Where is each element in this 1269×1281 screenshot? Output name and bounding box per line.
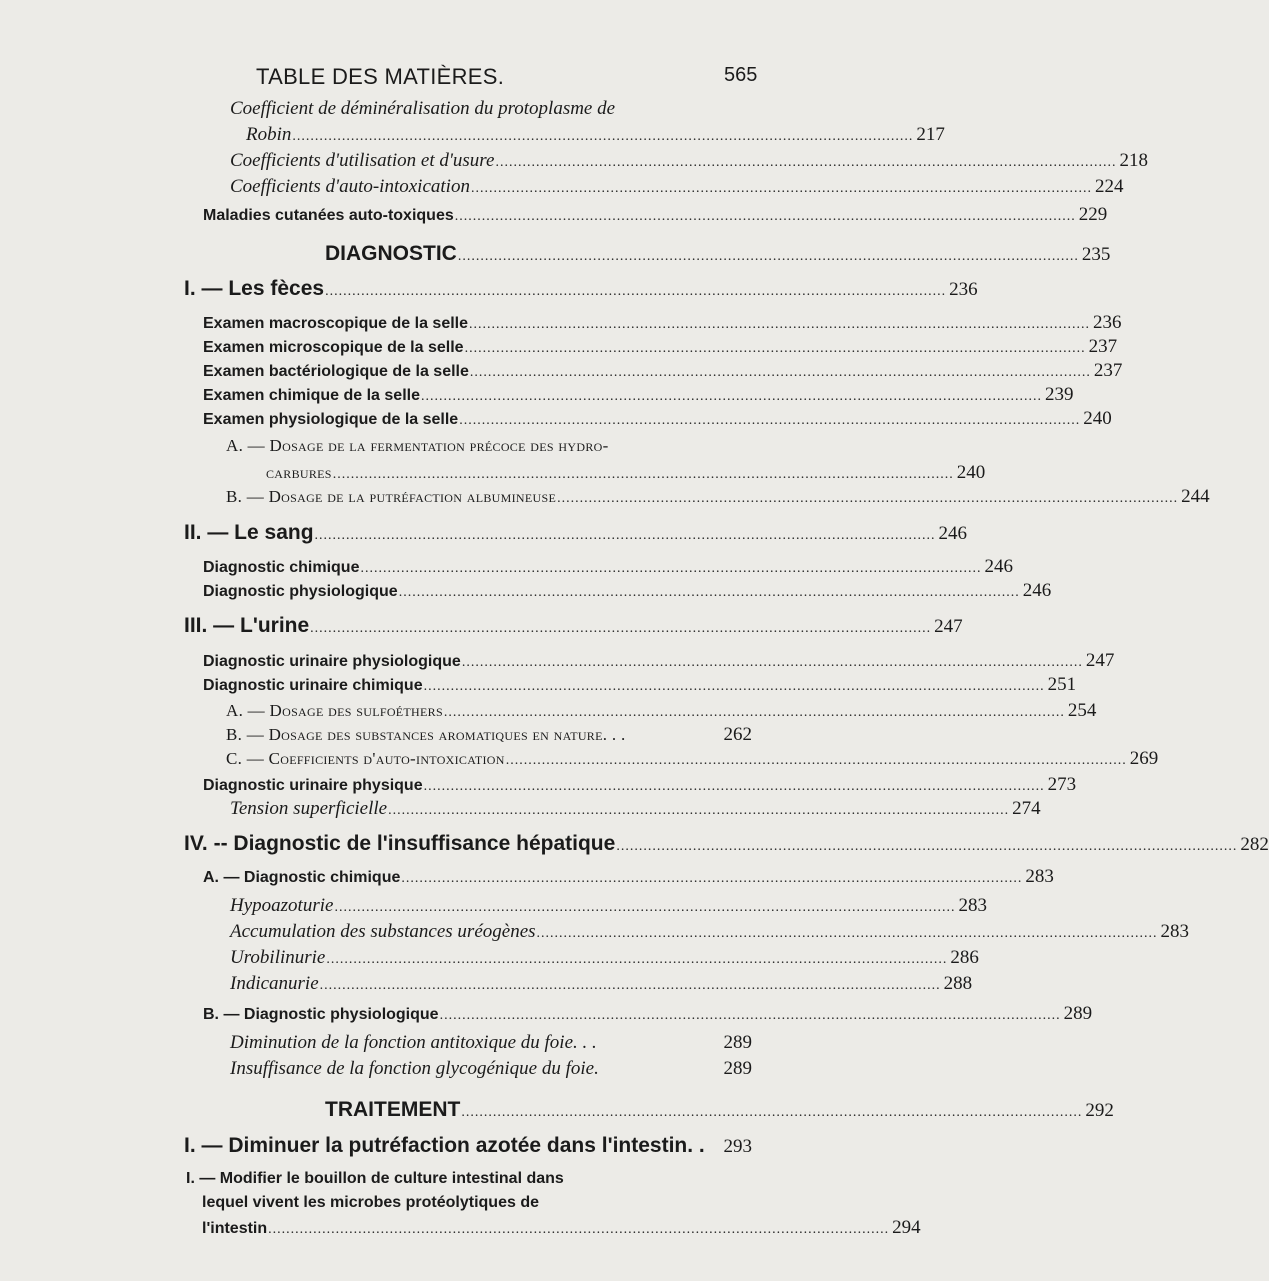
- leader-dots: ..........................................................................................................................................: [470, 181, 1092, 196]
- leader-dots: ..........................................................................................................................................: [461, 1105, 1083, 1120]
- running-title: TABLE DES MATIÈRES.: [256, 64, 505, 89]
- toc-entry: [203, 580, 1052, 602]
- toc-entry: [203, 866, 1054, 888]
- toc-entry: [184, 277, 978, 301]
- toc-entry-label: Hypoazoturie: [230, 895, 334, 916]
- toc-entry: [230, 150, 1148, 172]
- toc-entry: [230, 98, 750, 120]
- toc-entry-label: IV. -- Diagnostic de l'insuffisance hépatique: [184, 832, 616, 855]
- page-number: 565: [724, 64, 758, 86]
- toc-entry-label: Examen microscopique de la selle: [203, 339, 464, 356]
- leader-dots: ..........................................................................................................................................: [423, 779, 1045, 794]
- toc-entry-page: 217: [916, 124, 945, 145]
- toc-entry: [226, 724, 752, 746]
- toc-entry-page: 236: [1093, 312, 1122, 333]
- toc-entry-label: Tension superficielle: [230, 798, 388, 819]
- toc-entry: [230, 895, 987, 917]
- toc-entry: [226, 486, 1210, 508]
- toc-entry: [184, 832, 1269, 856]
- leader-dots: ..........................................................................................................................................: [268, 1222, 890, 1237]
- toc-entry: [230, 947, 979, 969]
- toc-entry: [184, 614, 963, 638]
- toc-entry-label: lequel vivent les microbes protéolytiques de: [202, 1194, 539, 1211]
- toc-entry-label: Robin: [246, 124, 292, 145]
- toc-entry: [203, 312, 1122, 334]
- leader-dots: ..........................................................................................................................................: [332, 467, 954, 482]
- toc-entry-label: Coefficients d'auto-intoxication: [230, 176, 470, 197]
- toc-entry-page: 269: [1129, 748, 1159, 769]
- toc-entry-page: 254: [1067, 700, 1097, 721]
- toc-entry-label: Diagnostic urinaire physiologique: [203, 653, 461, 670]
- toc-entry-page: 294: [892, 1217, 921, 1238]
- toc-entry: [184, 521, 968, 545]
- leader-dots: ..........................................................................................................................................: [454, 209, 1076, 224]
- leader-dots: ..........................................................................................................................................: [360, 561, 982, 576]
- toc-entry-page: 236: [949, 279, 978, 300]
- toc-entry: [230, 798, 1041, 820]
- running-header: [0, 64, 801, 94]
- toc-entry-page: 247: [934, 616, 963, 637]
- toc-entry: [203, 360, 1123, 382]
- leader-dots: ..........................................................................................................................................: [505, 753, 1127, 768]
- toc-entry-label: Coefficient de déminéralisation du protoplasme de: [230, 98, 616, 119]
- toc-entry: [202, 1217, 921, 1239]
- leader-dots: ..........................................................................................................................................: [536, 926, 1158, 941]
- toc-entry: [226, 436, 752, 456]
- toc-entry: [203, 408, 1112, 430]
- toc-entry-page: 237: [1088, 336, 1118, 357]
- toc-entry-page: 293: [723, 1136, 752, 1157]
- toc-entry: [203, 204, 1108, 226]
- toc-entry: [230, 973, 973, 995]
- leader-dots: ..........................................................................................................................................: [325, 284, 947, 299]
- leader-dots: ..........................................................................................................................................: [457, 249, 1079, 264]
- toc-entry-page: 246: [1022, 580, 1052, 601]
- leader-dots: ..........................................................................................................................................: [461, 655, 1083, 670]
- leader-dots: ..........................................................................................................................................: [326, 952, 948, 967]
- toc-entry-label: l'intestin: [202, 1220, 268, 1237]
- toc-entry-label: Coefficients d'utilisation et d'usure: [230, 150, 495, 171]
- toc-entry-label: B. — Diagnostic physiologique: [203, 1006, 439, 1023]
- toc-entry-page: 224: [1094, 176, 1124, 197]
- toc-entry-label: I. — Modifier le bouillon de culture intestinal dans: [186, 1170, 564, 1187]
- leader-dots: ..........................................................................................................................................: [469, 365, 1091, 380]
- toc-entry-label: I. — Diminuer la putréfaction azotée dans l'intestin. .: [184, 1134, 705, 1157]
- leader-dots: ..........................................................................................................................................: [388, 803, 1010, 818]
- toc-section-heading: [325, 242, 1111, 266]
- leader-dots: ..........................................................................................................................................: [401, 871, 1023, 886]
- leader-dots: ..........................................................................................................................................: [557, 491, 1179, 506]
- toc-entry-page: 273: [1047, 774, 1077, 795]
- leader-dots: ..........................................................................................................................................: [464, 341, 1086, 356]
- toc-entry-label: II. — Le sang: [184, 521, 314, 544]
- toc-entry-page: 282: [1240, 834, 1269, 855]
- toc-entry-label: Indicanurie: [230, 973, 319, 994]
- leader-dots: ..........................................................................................................................................: [443, 705, 1065, 720]
- toc-entry-page: 289: [1063, 1003, 1093, 1024]
- toc-entry: [230, 1058, 752, 1080]
- leader-dots: ..........................................................................................................................................: [310, 621, 932, 636]
- toc-entry-page: 288: [943, 973, 973, 994]
- toc-entry: [226, 700, 1097, 722]
- toc-entry: [203, 384, 1074, 406]
- toc-entry-label: Accumulation des substances uréogènes: [230, 921, 536, 942]
- toc-entry-label: Diagnostic chimique: [203, 559, 360, 576]
- leader-dots: ..........................................................................................................................................: [420, 389, 1042, 404]
- leader-dots: ..........................................................................................................................................: [398, 585, 1020, 600]
- toc-entry-label: Examen macroscopique de la selle: [203, 315, 469, 332]
- toc-entry-page: 286: [950, 947, 979, 968]
- toc-entry: [246, 124, 945, 146]
- toc-entry-label: TRAITEMENT: [325, 1098, 461, 1121]
- toc-entry-page: 240: [1083, 408, 1112, 429]
- toc-entry-label: C. — Coefficients d'auto-intoxication: [226, 749, 505, 768]
- toc-entry-page: 239: [1044, 384, 1074, 405]
- toc-entry: [203, 1003, 1093, 1025]
- toc-entry: [203, 336, 1118, 358]
- toc-entry-label: III. — L'urine: [184, 614, 310, 637]
- toc-entry-page: 237: [1093, 360, 1123, 381]
- toc-entry-label: carbures: [266, 463, 332, 482]
- toc-entry-label: Diagnostic urinaire chimique: [203, 677, 423, 694]
- toc-entry-label: B. — Dosage des substances aromatiques en nature. . .: [226, 725, 626, 744]
- toc-entry: [226, 748, 1159, 770]
- toc-entry-label: B. — Dosage de la putréfaction albumineuse: [226, 487, 557, 506]
- toc-entry-page: 218: [1119, 150, 1148, 171]
- toc-entry-page: 289: [723, 1032, 752, 1053]
- leader-dots: ..........................................................................................................................................: [495, 155, 1117, 170]
- toc-entry-label: A. — Dosage des sulfoéthers: [226, 701, 443, 720]
- toc-entry: [203, 674, 1077, 696]
- toc-entry-label: DIAGNOSTIC: [325, 242, 457, 265]
- toc-entry-page: 283: [958, 895, 987, 916]
- toc-entry-label: Urobilinurie: [230, 947, 326, 968]
- toc-entry: [266, 462, 986, 484]
- toc-entry-page: 292: [1085, 1100, 1114, 1121]
- toc-entry: [230, 176, 1124, 198]
- toc-entry: [230, 921, 1190, 943]
- toc-entry-page: 247: [1085, 650, 1115, 671]
- toc-entry-page: 246: [984, 556, 1013, 577]
- leader-dots: ..........................................................................................................................................: [423, 679, 1045, 694]
- leader-dots: ..........................................................................................................................................: [319, 978, 941, 993]
- toc-entry-label: A. — Diagnostic chimique: [203, 869, 401, 886]
- toc-entry: [203, 650, 1115, 672]
- toc-entry: [184, 1134, 752, 1158]
- toc-entry: [203, 774, 1077, 796]
- leader-dots: ..........................................................................................................................................: [314, 528, 936, 543]
- toc-entry-label: Examen chimique de la selle: [203, 387, 420, 404]
- toc-entry-label: Examen bactériologique de la selle: [203, 363, 469, 380]
- toc-entry: [203, 556, 1013, 578]
- toc-entry-page: 240: [956, 462, 986, 483]
- toc-entry-label: Diagnostic urinaire physique: [203, 777, 423, 794]
- toc-entry-page: 283: [1025, 866, 1054, 887]
- toc-entry-page: 246: [938, 523, 968, 544]
- toc-entry-label: A. — Dosage de la fermentation précoce des hydro-: [226, 436, 609, 455]
- toc-entry: [230, 1032, 752, 1054]
- toc-entry-label: I. — Les fèces: [184, 277, 325, 300]
- toc-entry-label: Diminution de la fonction antitoxique du foie. . .: [230, 1032, 597, 1053]
- toc-entry-page: 262: [723, 724, 752, 745]
- toc-entry-page: 274: [1012, 798, 1041, 819]
- leader-dots: ..........................................................................................................................................: [616, 839, 1238, 854]
- leader-dots: ..........................................................................................................................................: [469, 317, 1091, 332]
- toc-entry-page: 229: [1078, 204, 1108, 225]
- toc-entry-page: 244: [1181, 486, 1210, 507]
- toc-entry-page: 283: [1160, 921, 1190, 942]
- toc-entry-page: 235: [1081, 244, 1111, 265]
- leader-dots: ..........................................................................................................................................: [439, 1008, 1061, 1023]
- leader-dots: ..........................................................................................................................................: [292, 129, 914, 144]
- toc-entry-label: Examen physiologique de la selle: [203, 411, 459, 428]
- toc-entry-label: Maladies cutanées auto-toxiques: [203, 207, 454, 224]
- toc-entry-label: Insuffisance de la fonction glycogénique du foie.: [230, 1058, 599, 1079]
- toc-entry-page: 289: [723, 1058, 752, 1079]
- toc-entry-page: 251: [1047, 674, 1077, 695]
- leader-dots: ..........................................................................................................................................: [334, 900, 956, 915]
- toc-section-heading: [325, 1098, 1114, 1122]
- leader-dots: ..........................................................................................................................................: [459, 413, 1081, 428]
- toc-entry-label: Diagnostic physiologique: [203, 583, 398, 600]
